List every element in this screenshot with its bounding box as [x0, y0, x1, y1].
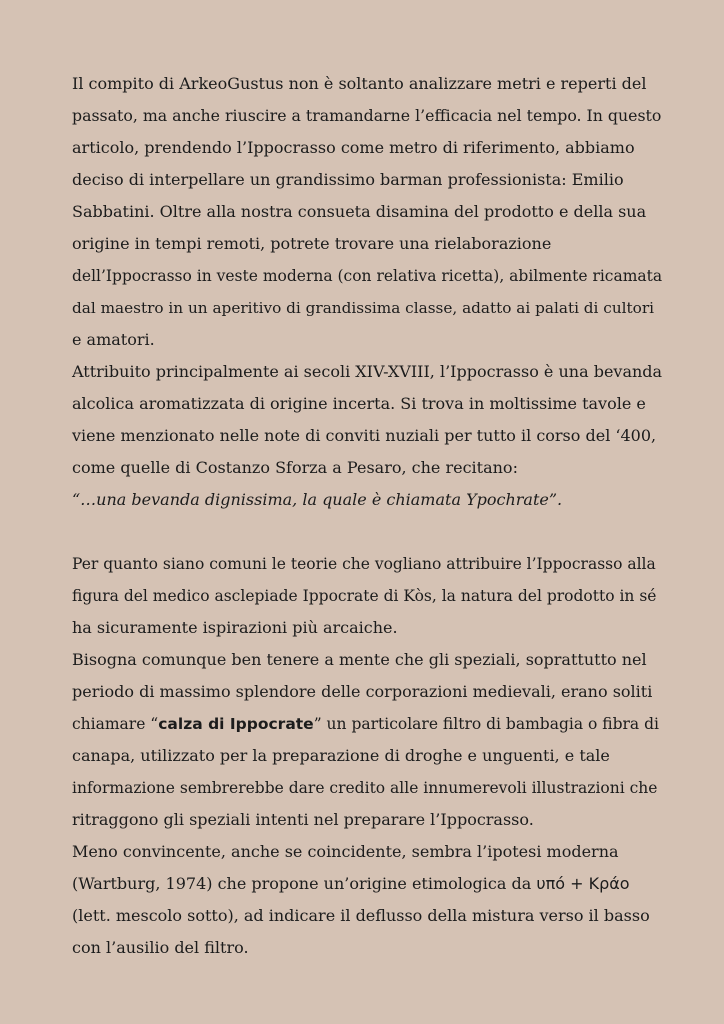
text-line: ha sicuramente ispirazioni più arcaiche.	[72, 618, 398, 637]
text-line: passato, ma anche riuscire a tramandarne l’efficacia nel tempo. In questo	[72, 106, 662, 125]
text-line: articolo, prendendo l’Ippocrasso come metro di riferimento, abbiamo	[72, 138, 635, 157]
paragraph-etymology	[72, 836, 662, 964]
article-body	[72, 68, 662, 964]
quotation: “…una bevanda dignissima, la quale è chiamata Ypochrate”.	[72, 490, 563, 509]
text-line: informazione sembrerebbe dare credito alle innumerevoli illustrazioni che	[72, 779, 658, 797]
text-line: ritraggono gli speziali intenti nel preparare l’Ippocrasso.	[72, 810, 534, 829]
text-line: alcolica aromatizzata di origine incerta. Si trova in moltissime tavole e	[72, 394, 646, 413]
text-line: Meno convincente, anche se coincidente, sembra l’ipotesi moderna	[72, 842, 619, 861]
paragraph-speziali	[72, 644, 662, 836]
text-fragment: ” un particolare filtro di bambagia o fibra di	[313, 715, 659, 733]
text-fragment: chiamare “	[72, 715, 159, 733]
text-line: (lett. mescolo sotto), ad indicare il deflusso della mistura verso il basso	[72, 906, 650, 925]
text-line: canapa, utilizzato per la preparazione di droghe e unguenti, e tale	[72, 746, 610, 765]
paragraph-history	[72, 356, 662, 516]
text-line: con l’ausilio del filtro.	[72, 938, 249, 957]
text-line: dal maestro in un aperitivo di grandissima classe, adatto ai palati di cultori	[72, 299, 654, 317]
text-line: periodo di massimo splendore delle corporazioni medievali, erano soliti	[72, 682, 653, 701]
text-line: Sabbatini. Oltre alla nostra consueta disamina del prodotto e della sua	[72, 202, 647, 221]
text-fragment: (Wartburg, 1974) che propone un’origine etimologica da	[72, 874, 537, 893]
text-line: viene menzionato nelle note di conviti nuziali per tutto il corso del ‘400,	[72, 426, 657, 445]
highlighted-term: calza di Ippocrate	[158, 715, 314, 733]
text-line: origine in tempi remoti, potrete trovare una rielaborazione	[72, 234, 552, 253]
paragraph-intro	[72, 68, 662, 356]
text-line: figura del medico asclepiade Ippocrate di Kòs, la natura del prodotto in sé	[72, 587, 657, 605]
text-line: e amatori.	[72, 330, 155, 349]
text-line: Per quanto siano comuni le teorie che vogliano attribuire l’Ippocrasso alla	[72, 555, 656, 573]
text-line	[72, 708, 662, 740]
text-line: deciso di interpellare un grandissimo barman professionista: Emilio	[72, 170, 624, 189]
paragraph-theories	[72, 548, 662, 644]
text-line: Il compito di ArkeoGustus non è soltanto analizzare metri e reperti del	[72, 74, 647, 93]
text-line: Bisogna comunque ben tenere a mente che gli speziali, soprattutto nel	[72, 650, 647, 669]
text-line: come quelle di Costanzo Sforza a Pesaro, che recitano:	[72, 458, 518, 477]
greek-etymology: υπό + Κράο	[536, 874, 630, 893]
text-line: dell’Ippocrasso in veste moderna (con relativa ricetta), abilmente ricamata	[72, 267, 663, 285]
text-line: Attribuito principalmente ai secoli XIV-XVIII, l’Ippocrasso è una bevanda	[72, 362, 663, 381]
text-line	[72, 868, 662, 900]
paragraph-spacer	[72, 516, 662, 548]
